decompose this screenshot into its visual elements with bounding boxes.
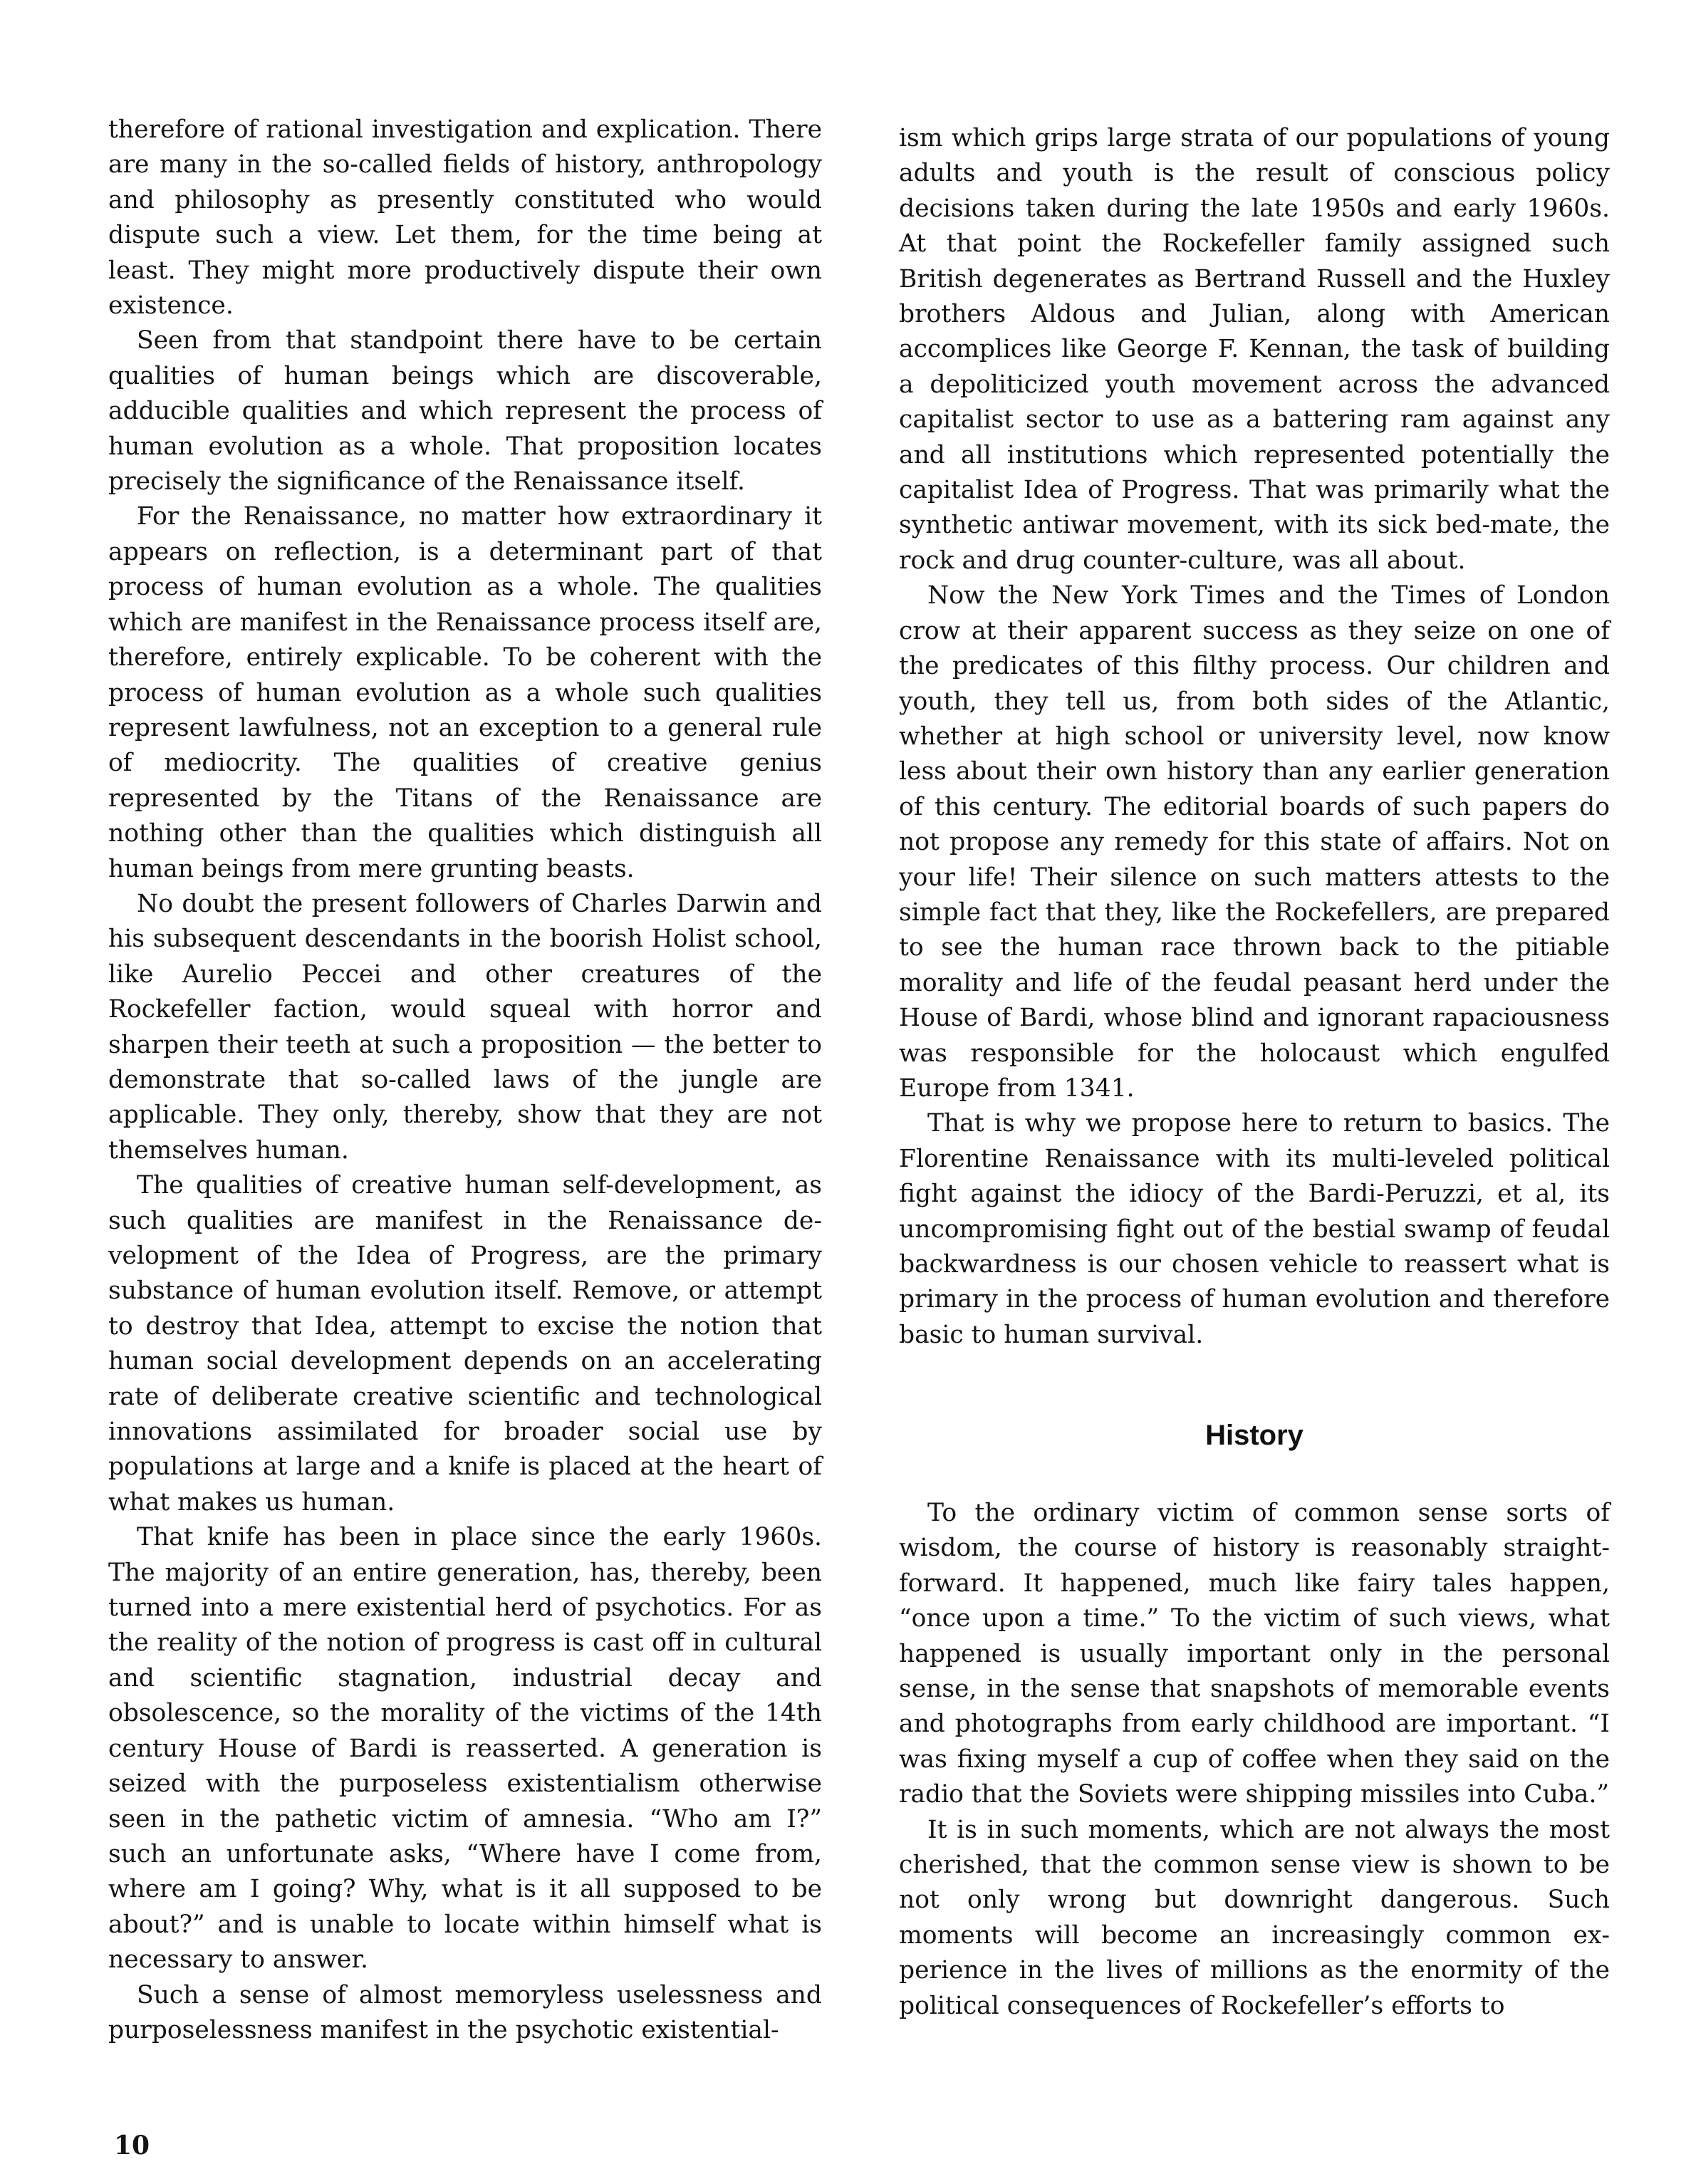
paragraph: For the Renaissance, no matter how extraordinary it appears on reflection, is a determinant part of that process of human evolution as a whole. The qualities which are manifest in the Renaissance process itself are, therefore, entirely explicable. To be coherent with the process of human evolution as a whole such qualities represent lawfulness, not an exception to a general rule of mediocrity. The qualities of creative genius represented by the Titans of the Renaissance are nothing other than the qualities which distinguish all human beings from mere grunting beasts. (108, 502, 822, 883)
paragraph: No doubt the present followers of Charles Darwin and his subsequent descendants in the boorish Holist school, like Aurelio Peccei and other creatures of the Rockefeller faction, would squeal with horror and sharpen their teeth at such a proposition — the better to demonstrate that so-called laws of the jungle are applicable. They only, thereby, show that they are not themselves human. (108, 889, 822, 1165)
paragraph: The qualities of creative human self-development, as such qualities are manifest in the Renaissance development of the Idea of Progress, are the primary substance of human evolution itself. Remove, or attempt to destroy that Idea, attempt to excise the notion that human social development depends on an accelerating rate of deliberate creative scientific and technological innovations assimilated for broader social use by populations at large and a knife is placed at the heart of what makes us human. (108, 1171, 822, 1517)
paragraph: That knife has been in place since the early 1960s. The majority of an entire generation, has, thereby, been turned into a mere existential herd of psychotics. For as the reality of the notion of progress is cast off in cultural and scientific stagnation, industrial decay and obsolescence, so the morality of the victims of the 14th century House of Bardi is reasserted. A generation is seized with the purposeless existentialism otherwise seen in the pathetic victim of amnesia. “Who am I?” such an unfortunate asks, “Where have I come from, where am I going? Why, what is it all supposed to be about?” and is unable to locate within himself what is necessary to answer. (108, 1523, 822, 1975)
paragraph: Such a sense of almost memoryless uselessness and purposelessness manifest in the psychotic existential- (108, 1980, 822, 2044)
paragraph: It is in such moments, which are not always the most cherished, that the common sense view is shown to be not only wrong but downright dangerous. Such moments will become an increasingly common experience in the lives of millions as the enormity of the political consequences of Rockefeller’s efforts to (899, 1815, 1610, 2020)
right-column-history-section (899, 1496, 1610, 2024)
right-column (899, 121, 1610, 1353)
paragraph: Seen from that standpoint there have to be certain qualities of human beings which are discoverable, adducible qualities and which represent the process of human evolution as a whole. That proposition locates precisely the significance of the Renaissance itself. (108, 326, 822, 496)
paragraph: therefore of rational investigation and explication. There are many in the so-called fields of history, anthropology and philosophy as presently constituted who would dispute such a view. Let them, for the time being at least. They might more productively dispute their own existence. (108, 115, 822, 321)
section-heading: History (1205, 1420, 1303, 1451)
paragraph: Now the New York Times and the Times of London crow at their apparent success as they seize on one of the predicates of this filthy process. Our children and youth, they tell us, from both sides of the Atlantic, whether at high school or university level, now know less about their own history than any earlier generation of this century. The editorial boards of such papers do not propose any remedy for this state of affairs. Not on your life! Their silence on such matters attests to the simple fact that they, like the Rockefellers, are prepared to see the human race thrown back to the pitiable morality and life of the feudal peasant herd under the House of Bardi, whose blind and ignorant rapaciousness was responsible for the holocaust which engulfed Europe from 1341. (899, 581, 1610, 1103)
paragraph: ism which grips large strata of our populations of young adults and youth is the result of conscious policy decisions taken during the late 1950s and early 1960s. At that point the Rockefeller family assigned such British degenerates as Bertrand Russell and the Huxley brothers Aldous and Julian, along with American accomplices like George F. Kennan, the task of building a depoliticized youth movement across the advanced capitalist sector to use as a battering ram against any and all institutions which represented potentially the capitalist Idea of Progress. That was primarily what the synthetic antiwar movement, with its sick bed-mate, the rock and drug counter-culture, was all about. (899, 124, 1610, 575)
paragraph: To the ordinary victim of common sense sorts of wisdom, the course of history is reasonably straightforward. It happened, much like fairy tales happen, “once upon a time.” To the victim of such views, what happened is usually important only in the personal sense, in the sense that snapshots of memorable events and photographs from early childhood are important. “I was fixing myself a cup of coffee when they said on the radio that the Soviets were shipping missiles into Cuba.” (899, 1499, 1610, 1809)
page-number: 10 (114, 2131, 150, 2160)
left-column (108, 113, 822, 2048)
paragraph: That is why we propose here to return to basics. The Florentine Renaissance with its multi-leveled political fight against the idiocy of the Bardi-Peruzzi, et al, its uncompromising fight out of the bestial swamp of feudal backwardness is our chosen vehicle to reassert what is primary in the process of human evolution and therefore basic to human survival. (899, 1109, 1610, 1349)
